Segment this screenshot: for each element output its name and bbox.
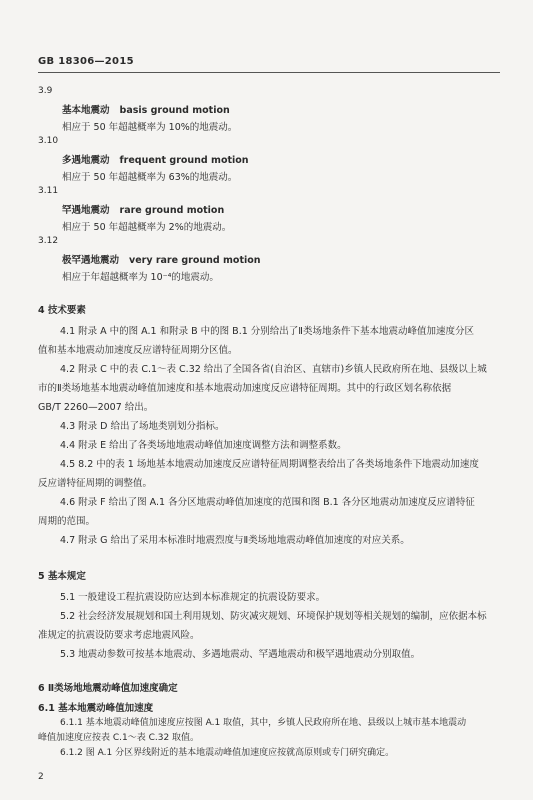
paragraph-4-3 <box>38 417 500 436</box>
paragraph-6-1-2 <box>38 746 500 761</box>
paragraph-line: 6.1.2 图 A.1 分区界线附近的基本地震动峰值加速度应按就高原则或专门研究确定。 <box>60 748 395 758</box>
section-heading: 4 技术要素 <box>38 305 86 316</box>
paragraph-line: 5.2 社会经济发展规划和国土利用规划、防灾减灾规划、环境保护规划等相关规划的编制，应依据本标 <box>60 611 487 622</box>
term-number: 3.9 <box>38 86 53 96</box>
term-title <box>62 202 224 216</box>
term-cn: 罕遇地震动 <box>62 205 110 216</box>
paragraph-4-2 <box>38 360 500 417</box>
paragraph-line: GB/T 2260—2007 给出。 <box>38 402 154 413</box>
paragraph-line: 4.1 附录 A 中的图 A.1 和附录 B 中的图 B.1 分别给出了Ⅱ类场地条件下基本地震动峰值加速度分区 <box>60 326 474 337</box>
paragraph-line: 市的Ⅱ类场地基本地震动峰值加速度和基本地震动加速度反应谱特征周期。其中的行政区划名称依据 <box>38 383 452 394</box>
paragraph-line: 反应谱特征周期的调整值。 <box>38 478 153 489</box>
term-number: 3.10 <box>38 136 59 146</box>
paragraph-5-1 <box>38 588 500 607</box>
paragraph-line: 5.1 一般建设工程抗震设防应达到本标准规定的抗震设防要求。 <box>60 592 326 603</box>
term-number: 3.11 <box>38 186 59 196</box>
paragraph-6-1-1 <box>38 716 500 746</box>
term-cn: 极罕遇地震动 <box>62 255 120 266</box>
paragraph-line: 4.5 8.2 中的表 1 场地基本地震动加速度反应谱特征周期调整表给出了各类场地条件下地震动加速度 <box>60 459 479 470</box>
paragraph-line: 4.3 附录 D 给出了场地类别划分指标。 <box>60 421 225 432</box>
paragraph-line: 峰值加速度应按表 C.1～表 C.32 取值。 <box>38 733 200 743</box>
paragraph-line: 4.6 附录 F 给出了图 A.1 各分区地震动峰值加速度的范围和图 B.1 各分区地震动加速度反应谱特征 <box>60 497 475 508</box>
term-title <box>62 152 249 166</box>
subsection-heading: 6.1 基本地震动峰值加速度 <box>38 703 154 714</box>
term-number: 3.12 <box>38 236 59 246</box>
term-definition: 相应于 50 年超越概率为 2%的地震动。 <box>62 222 232 233</box>
page-number: 2 <box>38 772 44 782</box>
section-heading: 5 基本规定 <box>38 571 86 582</box>
term-definition: 相应于 50 年超越概率为 10%的地震动。 <box>62 122 238 133</box>
standard-number: GB 18306—2015 <box>38 56 134 67</box>
term-en: rare ground motion <box>119 205 225 216</box>
term-title <box>62 102 230 116</box>
paragraph-4-1 <box>38 322 500 360</box>
paragraph-line: 周期的范围。 <box>38 516 96 527</box>
section-heading: 6 Ⅱ类场地地震动峰值加速度确定 <box>38 683 178 694</box>
paragraph-line: 准规定的抗震设防要求考虑地震风险。 <box>38 630 200 641</box>
term-title <box>62 252 261 266</box>
term-definition: 相应于 50 年超越概率为 63%的地震动。 <box>62 172 238 183</box>
paragraph-4-4 <box>38 436 500 455</box>
paragraph-4-7 <box>38 531 500 550</box>
paragraph-line: 6.1.1 基本地震动峰值加速度应按图 A.1 取值，其中，乡镇人民政府所在地、县级以上城市基本地震动 <box>60 718 467 728</box>
paragraph-line: 值和基本地震动加速度反应谱特征周期分区值。 <box>38 345 238 356</box>
paragraph-5-2 <box>38 607 500 645</box>
paragraph-line: 5.3 地震动参数可按基本地震动、多遇地震动、罕遇地震动和极罕遇地震动分别取值。 <box>60 649 421 660</box>
term-definition: 相应于年超越概率为 10⁻⁴的地震动。 <box>62 272 219 283</box>
term-cn: 基本地震动 <box>62 105 110 116</box>
paragraph-5-3 <box>38 645 500 664</box>
header-rule <box>38 72 500 73</box>
paragraph-line: 4.7 附录 G 给出了采用本标准时地震烈度与Ⅱ类场地地震动峰值加速度的对应关系。 <box>60 535 410 546</box>
term-en: frequent ground motion <box>119 155 249 166</box>
term-en: basis ground motion <box>119 105 230 116</box>
paragraph-line: 4.4 附录 E 给出了各类场地地震动峰值加速度调整方法和调整系数。 <box>60 440 347 451</box>
paragraph-4-6 <box>38 493 500 531</box>
term-cn: 多遇地震动 <box>62 155 110 166</box>
term-en: very rare ground motion <box>129 255 261 266</box>
paragraph-line: 4.2 附录 C 中的表 C.1～表 C.32 给出了全国各省(自治区、直辖市)乡镇人民政府所在地、县级以上城 <box>60 364 487 375</box>
paragraph-4-5 <box>38 455 500 493</box>
